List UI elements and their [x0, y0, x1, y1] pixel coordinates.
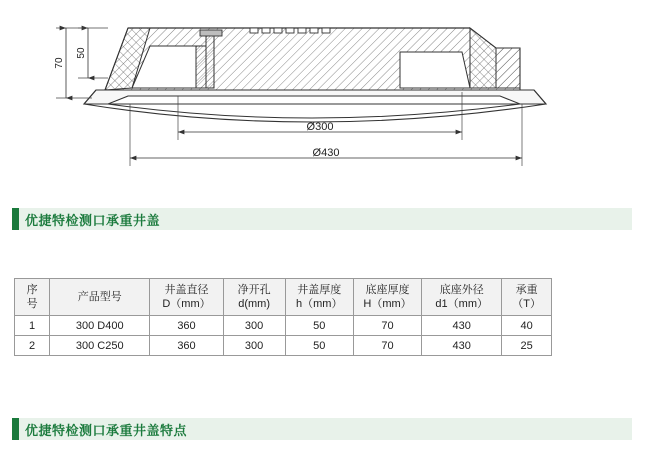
- svg-text:50: 50: [76, 47, 87, 59]
- header-cover-diameter: [150, 279, 223, 316]
- cover-body: [105, 28, 520, 90]
- section-heading-product: [12, 208, 632, 230]
- dimension-diameter-300: [178, 92, 462, 140]
- cell-base-outer-diameter: 430: [422, 336, 502, 356]
- header-load-capacity: [502, 279, 552, 316]
- cell-clear-opening: 300: [223, 316, 285, 336]
- header-cover-diameter-line2: D（mm）: [162, 298, 211, 310]
- header-clear-opening-line1: 净开孔: [237, 284, 271, 296]
- header-clear-opening-line2: d(mm): [238, 298, 270, 310]
- header-load-capacity-line2: （T）: [512, 298, 541, 310]
- header-model: [50, 279, 150, 316]
- header-seq-line1: 序: [26, 284, 38, 296]
- header-seq: [15, 279, 50, 316]
- cell-load-capacity: 25: [502, 336, 552, 356]
- spec-table: [14, 278, 552, 356]
- section-heading-features-label: 优捷特检测口承重井盖特点: [25, 422, 188, 438]
- header-model-line1: 产品型号: [77, 291, 122, 303]
- dimension-50: [76, 28, 108, 78]
- cell-model: 300 D400: [50, 316, 150, 336]
- cell-cover-diameter: 360: [150, 336, 223, 356]
- cell-model: 300 C250: [50, 336, 150, 356]
- cell-cover-thickness: 50: [285, 316, 353, 336]
- section-heading-product-label: 优捷特检测口承重井盖: [25, 212, 161, 228]
- header-cover-thickness-line2: h（mm）: [296, 298, 343, 310]
- header-load-capacity-line1: 承重: [515, 284, 538, 296]
- base-frame: [84, 90, 546, 122]
- header-cover-thickness: [285, 279, 353, 316]
- header-base-thickness: [353, 279, 421, 316]
- table-row: [15, 316, 552, 336]
- cross-section-svg: [0, 0, 654, 190]
- cell-base-thickness: 70: [353, 316, 421, 336]
- technical-drawing: [0, 0, 654, 190]
- header-base-thickness-line2: H（mm）: [363, 298, 412, 310]
- table-row: [15, 336, 552, 356]
- header-cover-diameter-line1: 井盖直径: [164, 284, 209, 296]
- cell-seq: 2: [15, 336, 50, 356]
- cell-clear-opening: 300: [223, 336, 285, 356]
- header-clear-opening: [223, 279, 285, 316]
- header-base-outer-diameter-line1: 底座外径: [439, 284, 484, 296]
- cell-cover-diameter: 360: [150, 316, 223, 336]
- header-cover-thickness-line1: 井盖厚度: [297, 284, 342, 296]
- svg-text:Ø300: Ø300: [306, 121, 334, 133]
- spec-table-container: [14, 278, 552, 356]
- svg-text:70: 70: [54, 57, 65, 69]
- header-base-thickness-line1: 底座厚度: [365, 284, 410, 296]
- section-heading-features: [12, 418, 632, 440]
- cell-load-capacity: 40: [502, 316, 552, 336]
- table-header-row: [15, 279, 552, 316]
- dimension-70: [54, 28, 92, 98]
- header-seq-line2: 号: [26, 298, 38, 310]
- svg-text:Ø430: Ø430: [312, 147, 340, 159]
- cell-seq: 1: [15, 316, 50, 336]
- cell-base-thickness: 70: [353, 336, 421, 356]
- header-base-outer-diameter: [422, 279, 502, 316]
- cell-cover-thickness: 50: [285, 336, 353, 356]
- header-base-outer-diameter-line2: d1（mm）: [435, 298, 488, 310]
- cell-base-outer-diameter: 430: [422, 316, 502, 336]
